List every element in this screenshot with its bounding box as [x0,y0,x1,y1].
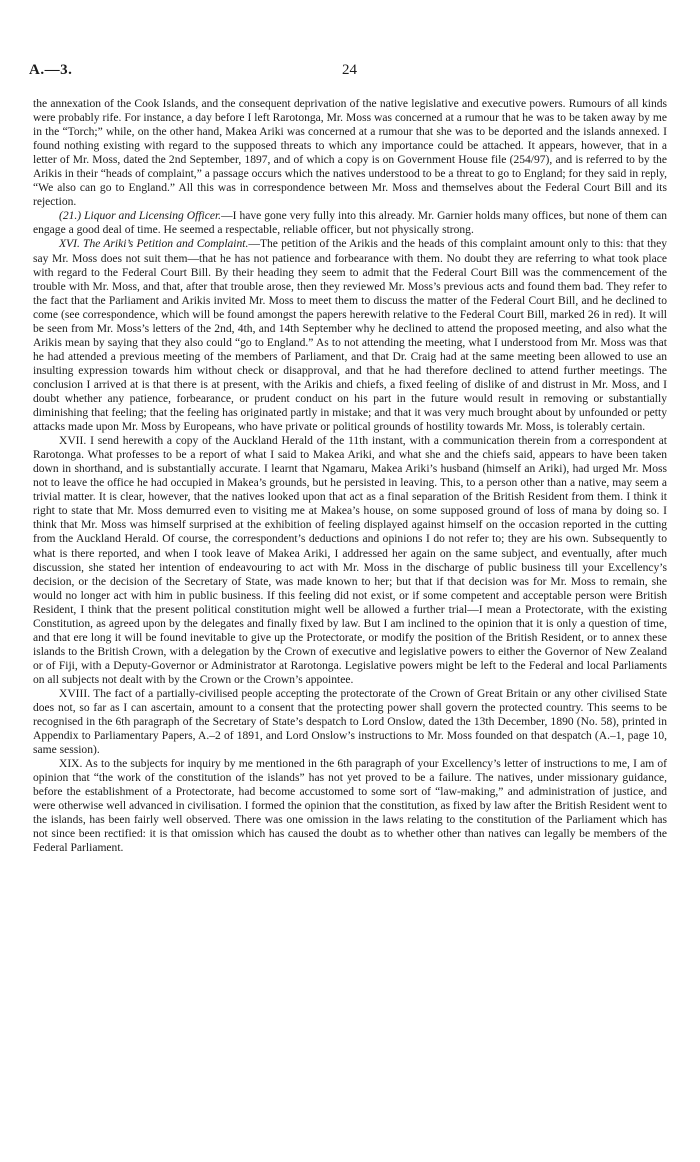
paragraph-heading: XVIII. [59,687,91,700]
paragraph-text: As to the subjects for inquiry by me mentioned in the 6th paragraph of your Excellency’s letter of instructions to me, I am of opinion that “the work of the constitution of the islands” has not yet proved to be a failure. The natives, under missionary guidance, before the establishment of a Protectorate, had become accustomed to some sort of “law-making,” and administration of justice, and were otherwise well advanced in civilisation. I formed the opinion that the constitution, as fixed by law after the British Resident went to the islands, has been fairly well observed. There was one omission in the laws relating to the constitution of the Parliament which has not since been rectified: it is that omission which has caused the doubt as to whether other than natives can legally be members of the Federal Parliament. [33,758,667,855]
paragraph-text: the annexation of the Cook Islands, and the consequent deprivation of the native legislative and executive powers. Rumours of all kinds were probably rife. For instance, a day before I left Rarotonga, Mr. Moss was concerned at a rumour that he was to be taken away by me in the “Torch;” while, on the other hand, Makea Ariki was concerned at a rumour that she was to be deported and the islands annexed. I found nothing existing with regard to the supposed threats to which any importance could be attached. It appears, however, that in a letter of Mr. Moss, dated the 2nd September, 1897, and of which a copy is on Government House file (254/97), and is referred to by the Arikis in their “heads of complaint,” a passage occurs which the natives understood to be a threat to go to England; for they said in reply, “We also can go to England.” All this was in correspondence between Mr. Moss and themselves about the Federal Court Bill and its rejection. [33,98,667,209]
paragraph-heading: (21.) Liquor and Licensing Officer. [59,210,222,223]
paragraph-text: —The petition of the Arikis and the heads of this complaint amount only to this: that they say Mr. Moss does not suit them—that he has not patience and forbearance with them. No doubt they are referring to what took place with regard to the Federal Court Bill. By their heading they seem to admit that the Federal Court Bill was the commencement of the trouble with Mr. Moss, and that, after that trouble arose, then they reviewed Mr. Moss’s previous acts and found them bad. They refer to the fact that the Parliament and Arikis invited Mr. Moss to meet them to discuss the matter of the Federal Court Bill, and he declined to come (see correspondence, which will be found amongst the papers herewith relative to the Federal Court Bill, marked 26 in red). It will be seen from Mr. Moss’s letters of the 2nd, 4th, and 14th September why he declined to attend the proposed meeting, and also what the Arikis mean by saying that they also could “go to England.” As to not attending the meeting, what I understood from Mr. Moss was that he had attended a previous meeting of the members of Parliament, and that Dr. Craig had at the same meeting been allowed to use an insulting expression towards him without check or disapproval, and that he had therefore declined to attend further meetings. The conclusion I arrived at is that there is at present, with the Arikis and chiefs, a fixed feeling of dislike of and distrust in Mr. Moss, and I doubt whether any patience, forbearance, or prudent conduct on his part in the future would result in removing or substantially diminishing that feeling; that the feeling has originated partly in mistake; and that it was very much brought about by unfounded or petty attacks made upon Mr. Moss by Europeans, who have private or political grounds of hostility towards Mr. Moss, is tolerably certain. [33,238,667,434]
paragraph-liquor-licensing [33,209,667,237]
paragraph-heading: XIX. [59,758,83,771]
paragraph-text: The fact of a partially-civilised people accepting the protectorate of the Crown of Great Britain or any other civilised State does not, so far as I can ascertain, amount to a consent that the protecting power shall govern the protected country. This seems to be recognised in the 6th paragraph of the Secretary of State’s despatch to Lord Onslow, dated the 13th December, 1890 (No. 58), printed in Appendix to Parliamentary Papers, A.–2 of 1891, and Lord Onslow’s instructions to Mr. Moss founded on that despatch (A.–1, page 10, same session). [33,687,667,757]
paragraph-annexation [33,97,667,209]
page-number: 24 [342,62,357,78]
paragraph-heading: XVII. [59,435,87,448]
document-body [33,97,667,856]
paragraph-xviii [33,687,667,757]
paragraph-heading: XVI. The Ariki’s Petition and Complaint. [59,238,249,251]
paragraph-xix [33,757,667,855]
paragraph-text: —I have gone very fully into this already. Mr. Garnier holds many offices, but none of them can engage a good deal of time. He seemed a respectable, reliable officer, but not physically strong. [33,210,667,237]
paragraph-text: I send herewith a copy of the Auckland Herald of the 11th instant, with a communication therein from a correspondent at Rarotonga. What professes to be a report of what I said to Makea Ariki, and what she and the chiefs said, appears to have been taken down in shorthand, and is substantially accurate. I learnt that Ngamaru, Makea Ariki’s husband (himself an Ariki), had urged Mr. Moss not to leave the office he had occupied in Makea’s grounds, but he persisted in leaving. This, to a person other than a native, may seem a trivial matter. It is clear, however, that the natives looked upon that act as a final separation of the British Resident from them. I think it right to state that Mr. Moss demurred even to visiting me at Makea’s house, on some supposed ground of loss of mana by doing so. I think that Mr. Moss was himself surprised at the exhibition of feeling displayed against himself on the occasion reported in the cutting from the Auckland Herald. Of course, the correspondent’s deductions and opinions I do not refer to; they are his own. Subsequently to what is there reported, and when I took leave of Makea Ariki, I addressed her again on the same subject, and eventually, after much discussion, she stated her intention of endeavouring to act with Mr. Moss in the discharge of public business till your Excellency’s decision, or the decision of the Secretary of State, was made known to her; but that if that decision was for Mr. Moss to remain, she would no longer act with him in public business. If this feeling did not exist, or if some competent and acceptable person were British Resident, I think that the present political constitution might well be allowed a further trial—I mean a Protectorate, with the existing Constitution, as agreed upon by the delegates and finally fixed by law. But I am inclined to the opinion that it is only a question of time, and that ere long it will be found inevitable to give up the Protectorate, or modify the position of the British Resident, or to annex these islands to the British Crown, with a delegation by the Crown of executive and legislative powers to either the Governor of New Zealand or of Fiji, with a Deputy-Governor or Administrator at Rarotonga. Legislative powers might be left to the Federal and local Parliaments on all subjects not dealt with by the Crown or the Crown’s appointee. [33,435,667,686]
paragraph-xvii [33,434,667,687]
document-reference: A.—3. [29,62,73,78]
page-header [29,62,670,82]
paragraph-xvi [33,237,667,434]
